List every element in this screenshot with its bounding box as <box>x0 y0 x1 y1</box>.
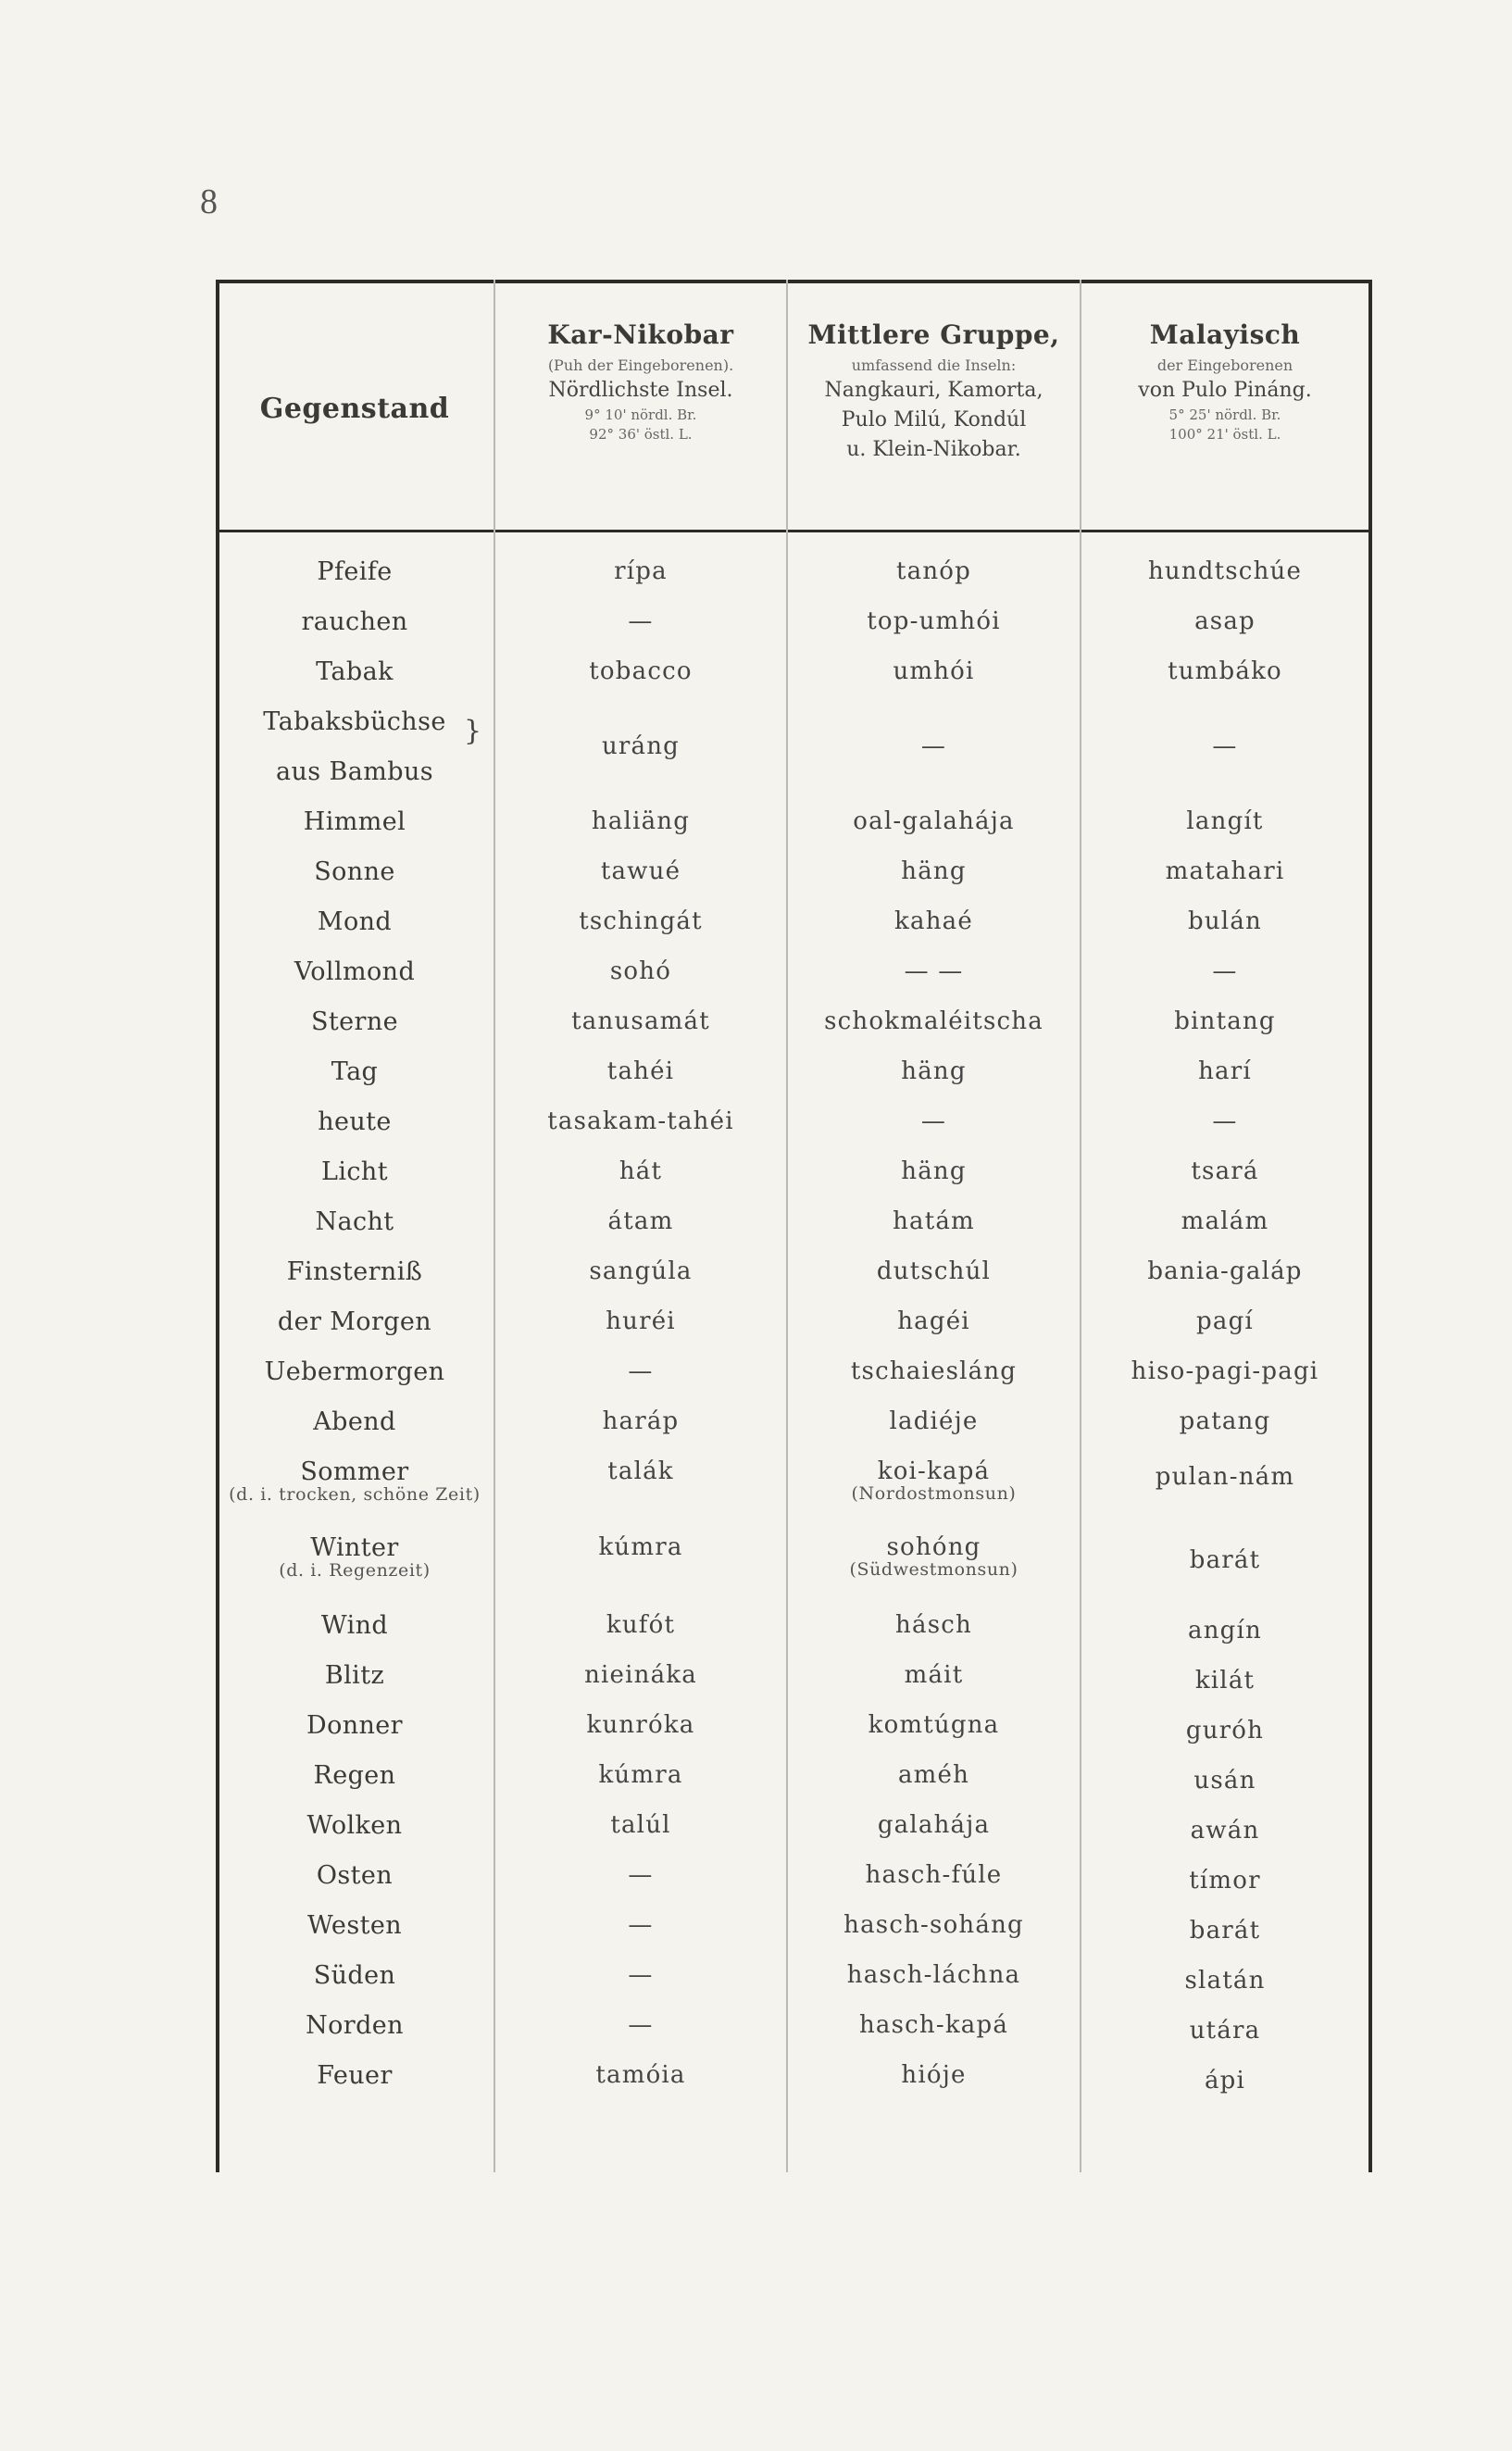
cell-kar-nikobar: — <box>628 1357 654 1385</box>
cell-gegenstand <box>216 1533 494 1581</box>
cell-malayisch: malám <box>1181 1207 1269 1235</box>
cell-malayisch: — <box>1212 732 1238 760</box>
header-line: Nördlichste Insel. <box>548 378 733 402</box>
cell-mittlere-gruppe <box>788 1533 1080 1580</box>
cell-malayisch: matahari <box>1165 857 1285 885</box>
cell-malayisch: hundtschúe <box>1147 557 1303 585</box>
cell-mittlere-gruppe: ladiéje <box>889 1407 979 1435</box>
cell-gegenstand: Tag <box>331 1057 379 1086</box>
table-top-border <box>216 280 1372 283</box>
cell-malayisch: kilát <box>1194 1667 1256 1694</box>
cell-gegenstand: Süden <box>313 1961 396 1990</box>
header-line: Pulo Milú, Kondúl <box>841 407 1027 431</box>
cell-mittlere-note: (Nordostmonsun) <box>851 1483 1017 1504</box>
cell-gegenstand: der Morgen <box>277 1307 432 1336</box>
cell-kar-nikobar: tamóia <box>595 2061 686 2089</box>
cell-malayisch: barát <box>1189 1546 1261 1574</box>
cell-malayisch: awán <box>1190 1817 1260 1845</box>
header-coordinate: 100° 21' östl. L. <box>1168 426 1281 444</box>
cell-mittlere-gruppe: — <box>920 1107 947 1135</box>
cell-mittlere-gruppe: häng <box>901 1157 967 1185</box>
cell-malayisch: ápi <box>1204 2067 1246 2095</box>
cell-mittlere-gruppe: kahaé <box>894 907 973 935</box>
cell-mittlere-gruppe: hásch <box>895 1611 972 1639</box>
brace-mark: } <box>464 715 482 747</box>
cell-kar-nikobar: talák <box>607 1457 674 1485</box>
cell-kar-nikobar: kúmra <box>598 1761 683 1789</box>
cell-mittlere-gruppe: hasch-soháng <box>843 1911 1024 1939</box>
cell-mittlere-gruppe: hasch-fúle <box>865 1861 1003 1889</box>
cell-kar-nikobar: haráp <box>602 1407 680 1435</box>
cell-gegenstand: Donner <box>306 1711 403 1740</box>
header-line: von Pulo Pináng. <box>1138 378 1312 402</box>
cell-gegenstand: Mond <box>317 907 393 936</box>
header-title: Gegenstand <box>259 393 450 425</box>
cell-kar-nikobar: hát <box>619 1157 663 1185</box>
header-line: u. Klein-Nikobar. <box>846 437 1021 461</box>
cell-kar-nikobar: talúl <box>610 1811 671 1839</box>
cell-malayisch: utára <box>1189 2017 1261 2045</box>
cell-mittlere-gruppe: hióje <box>901 2061 967 2089</box>
cell-mittlere-gruppe: tanóp <box>896 557 971 585</box>
cell-gegenstand: Westen <box>306 1911 402 1940</box>
cell-gegenstand: Feuer <box>317 2061 393 2090</box>
cell-gegenstand: Wind <box>320 1611 389 1640</box>
cell-mittlere-gruppe: améh <box>897 1761 970 1789</box>
cell-kar-nikobar: tasakam-tahéi <box>547 1107 734 1135</box>
cell-kar-nikobar: kúmra <box>598 1533 683 1561</box>
cell-mittlere-gruppe: top-umhói <box>867 607 1001 635</box>
cell-gegenstand: Himmel <box>303 807 406 836</box>
cell-mittlere-gruppe: — <box>920 732 947 760</box>
cell-malayisch: angín <box>1188 1617 1262 1644</box>
header-mittlere-gruppe <box>788 317 1080 464</box>
cell-gegenstand <box>216 1457 494 1505</box>
cell-gegenstand: Nacht <box>315 1207 394 1236</box>
cell-gegenstand: Vollmond <box>294 957 416 986</box>
cell-gegenstand: Uebermorgen <box>264 1357 445 1386</box>
cell-malayisch: tumbáko <box>1168 657 1282 685</box>
cell-malayisch: harí <box>1198 1057 1252 1085</box>
cell-kar-nikobar: átam <box>607 1207 674 1235</box>
header-coordinate: 9° 10' nördl. Br. <box>584 406 697 423</box>
header-coordinate: 5° 25' nördl. Br. <box>1168 406 1281 423</box>
cell-kar-nikobar: tanusamát <box>571 1007 710 1035</box>
cell-gegenstand: Licht <box>321 1157 388 1186</box>
cell-malayisch: bulán <box>1188 907 1262 935</box>
header-malayisch <box>1081 317 1368 445</box>
header-divider <box>216 530 1372 532</box>
cell-mittlere-gruppe: hasch-kapá <box>858 2011 1009 2039</box>
header-title: Mittlere Gruppe, <box>807 319 1060 350</box>
cell-malayisch: asap <box>1194 607 1256 635</box>
cell-mittlere-gruppe: häng <box>901 857 967 885</box>
page-number: 8 <box>200 182 218 221</box>
cell-kar-nikobar: sangúla <box>589 1257 693 1285</box>
cell-gegenstand-word: Winter <box>310 1533 399 1562</box>
cell-mittlere-gruppe: hagéi <box>897 1307 970 1335</box>
cell-mittlere-word: sohóng <box>886 1533 981 1561</box>
cell-gegenstand-note: (d. i. trocken, schöne Zeit) <box>229 1484 481 1505</box>
header-kar-nikobar <box>495 317 786 445</box>
cell-malayisch: tsará <box>1191 1157 1259 1185</box>
cell-malayisch: pagí <box>1196 1307 1254 1335</box>
cell-kar-nikobar: tawué <box>600 857 681 885</box>
cell-mittlere-gruppe: oal-galahája <box>853 807 1015 835</box>
header-coordinate: 92° 36' östl. L. <box>589 426 693 444</box>
cell-gegenstand: Sterne <box>311 1007 398 1036</box>
cell-gegenstand: Finsterniß <box>286 1257 423 1286</box>
cell-kar-nikobar: kufót <box>606 1611 676 1639</box>
cell-gegenstand-note: (d. i. Regenzeit) <box>279 1560 431 1581</box>
cell-malayisch: bintang <box>1174 1007 1276 1035</box>
cell-kar-nikobar: sohó <box>609 957 672 985</box>
cell-kar-nikobar: tobacco <box>589 657 693 685</box>
cell-gegenstand: Abend <box>313 1407 396 1436</box>
cell-gegenstand: heute <box>318 1107 392 1136</box>
cell-kar-nikobar: kunróka <box>586 1711 695 1739</box>
cell-mittlere-word: koi-kapá <box>877 1457 991 1485</box>
cell-kar-nikobar: uráng <box>601 732 681 760</box>
table-right-border <box>1368 280 1372 2172</box>
cell-mittlere-gruppe: komtúgna <box>868 1711 1000 1739</box>
cell-gegenstand: Wolken <box>306 1811 403 1840</box>
cell-kar-nikobar: — <box>628 607 654 635</box>
header-subtitle: der Eingeborenen <box>1156 356 1293 374</box>
header-gegenstand <box>216 389 494 430</box>
cell-mittlere-gruppe <box>788 1457 1080 1504</box>
cell-kar-nikobar: haliäng <box>591 807 691 835</box>
cell-kar-nikobar: — <box>628 1861 654 1889</box>
cell-kar-nikobar: rípa <box>614 557 668 585</box>
cell-malayisch: barát <box>1189 1917 1261 1945</box>
cell-mittlere-gruppe: máit <box>904 1661 964 1689</box>
cell-malayisch: langít <box>1186 807 1264 835</box>
cell-mittlere-gruppe: hasch-láchna <box>846 1961 1021 1989</box>
header-subtitle: (Puh der Eingeborenen). <box>547 356 734 374</box>
cell-mittlere-gruppe: dutschúl <box>876 1257 992 1285</box>
cell-gegenstand: Tabak <box>316 657 394 686</box>
cell-kar-nikobar: huréi <box>606 1307 676 1335</box>
cell-mittlere-gruppe: umhói <box>893 657 975 685</box>
header-title: Malayisch <box>1149 319 1301 350</box>
cell-gegenstand-line2: aus Bambus <box>276 757 433 786</box>
cell-malayisch: guróh <box>1185 1717 1265 1744</box>
cell-gegenstand: Osten <box>316 1861 394 1890</box>
header-line: Nangkauri, Kamorta, <box>824 378 1043 402</box>
header-title: Kar-Nikobar <box>547 319 734 350</box>
cell-malayisch: hiso-pagi-pagi <box>1131 1357 1319 1385</box>
cell-malayisch: pulan-nám <box>1155 1463 1295 1491</box>
cell-kar-nikobar: — <box>628 1911 654 1939</box>
cell-malayisch: — <box>1212 1107 1238 1135</box>
cell-kar-nikobar: nieináka <box>584 1661 697 1689</box>
cell-kar-nikobar: — <box>628 1961 654 1989</box>
cell-gegenstand-word: Sommer <box>300 1457 409 1486</box>
cell-kar-nikobar: tahéi <box>606 1057 675 1085</box>
cell-mittlere-gruppe: häng <box>901 1057 967 1085</box>
cell-kar-nikobar: tschingát <box>579 907 703 935</box>
cell-mittlere-gruppe: tschaiesláng <box>850 1357 1018 1385</box>
cell-mittlere-gruppe: hatám <box>893 1207 975 1235</box>
cell-gegenstand: Tabaksbüchse <box>263 707 446 736</box>
cell-gegenstand: Norden <box>306 2011 404 2040</box>
cell-gegenstand: rauchen <box>301 607 408 636</box>
cell-gegenstand: Sonne <box>314 857 395 886</box>
cell-mittlere-gruppe: — — <box>904 957 964 985</box>
cell-malayisch: — <box>1212 957 1238 985</box>
cell-gegenstand: Blitz <box>324 1661 385 1690</box>
header-subtitle: umfassend die Inseln: <box>851 356 1017 374</box>
cell-gegenstand: Regen <box>313 1761 396 1790</box>
cell-mittlere-gruppe: galahája <box>877 1811 991 1839</box>
cell-malayisch: tímor <box>1189 1867 1261 1895</box>
cell-malayisch: slatán <box>1184 1967 1266 1995</box>
cell-mittlere-gruppe: schokmaléitscha <box>824 1007 1043 1035</box>
vocabulary-table <box>216 280 1372 2172</box>
cell-gegenstand: Pfeife <box>317 557 393 586</box>
cell-kar-nikobar: — <box>628 2011 654 2039</box>
cell-malayisch: usán <box>1193 1767 1256 1794</box>
cell-mittlere-note: (Südwestmonsun) <box>849 1559 1018 1580</box>
cell-malayisch: bania-galáp <box>1147 1257 1303 1285</box>
cell-malayisch: patang <box>1179 1407 1271 1435</box>
